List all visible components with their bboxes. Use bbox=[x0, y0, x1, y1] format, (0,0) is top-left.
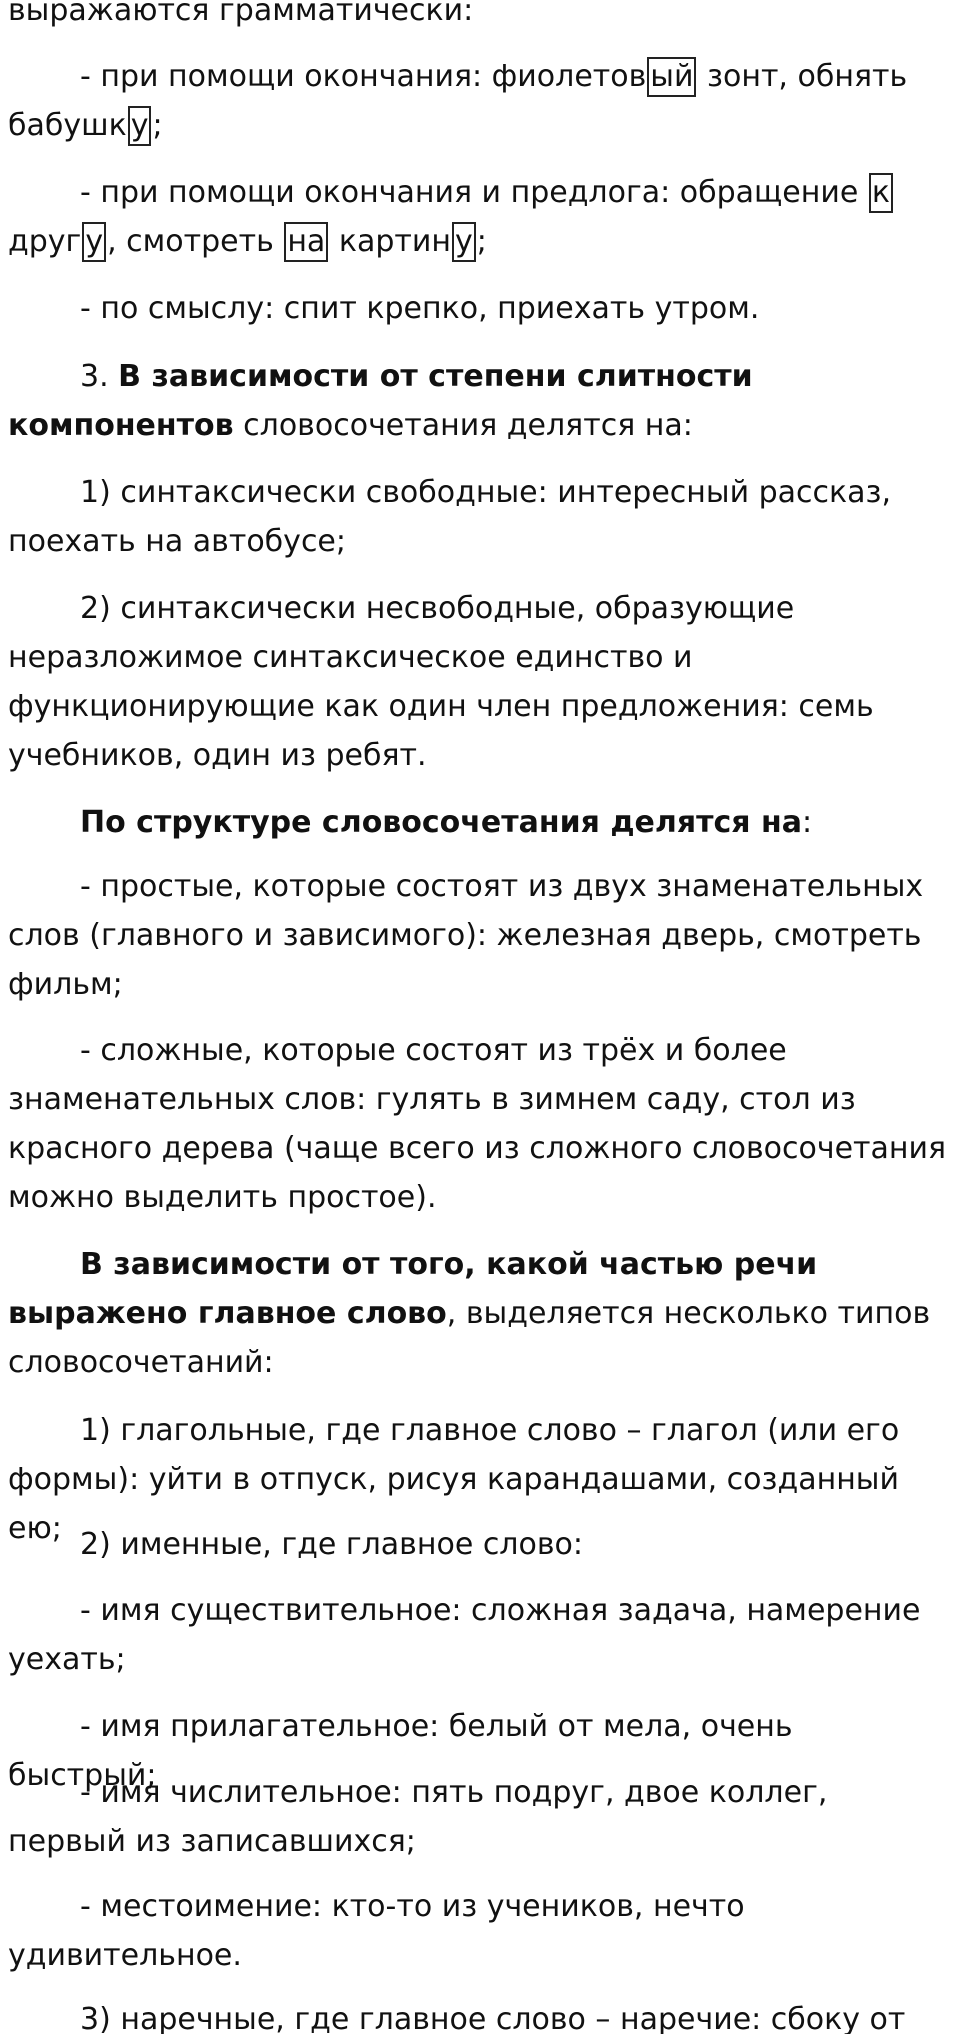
paragraph-text: 2) синтаксически несвободные, образующие неразложимое синтаксическое единство и функционирующие как один член предложения: семь учебников, один из ребят. bbox=[8, 591, 874, 773]
paragraph-cohesion-heading bbox=[8, 352, 948, 450]
text-fragment: , смотреть bbox=[107, 224, 284, 259]
paragraph-text: - по смыслу: спит крепко, приехать утром. bbox=[80, 291, 760, 326]
paragraph-text: - местоимение: кто-то из учеников, нечто удивительное. bbox=[8, 1889, 745, 1973]
paragraph-nominal bbox=[8, 1520, 948, 1569]
paragraph-adverbial bbox=[8, 1995, 948, 2034]
paragraph-text: - имя существительное: сложная задача, намерение уехать; bbox=[8, 1593, 921, 1677]
paragraph-complex bbox=[8, 1026, 948, 1222]
paragraph-text: 2) именные, где главное слово: bbox=[80, 1527, 583, 1562]
morpheme-box: к bbox=[869, 173, 893, 213]
paragraph-text: - простые, которые состоят из двух знаменательных слов (главного и зависимого): железная дверь, смотреть фильм; bbox=[8, 869, 924, 1002]
text-fragment: зонт, обнять бабушк bbox=[8, 59, 908, 143]
text-fragment: , выделяется несколько типов словосочетаний: bbox=[8, 1296, 931, 1380]
paragraph-text: выражаются грамматически: bbox=[8, 0, 474, 28]
text-fragment: - при помощи окончания и предлога: обращение bbox=[80, 175, 868, 210]
text-fragment: ; bbox=[476, 224, 487, 259]
bold-term: В зависимости от степени слитности компонентов bbox=[8, 359, 753, 443]
paragraph-nonfree bbox=[8, 584, 948, 780]
text-fragment: ; bbox=[152, 108, 163, 143]
morpheme-box: у bbox=[128, 106, 152, 146]
list-number: 3. bbox=[80, 359, 119, 394]
morpheme-box: у bbox=[82, 222, 106, 262]
bold-term: В зависимости от того, какой частью речи выражено главное слово bbox=[8, 1247, 818, 1331]
bold-term: По структуре словосочетания делятся на bbox=[80, 805, 802, 840]
paragraph-pronoun bbox=[8, 1882, 948, 1980]
paragraph-text: 1) синтаксически свободные: интересный рассказ, поехать на автобусе; bbox=[8, 475, 892, 559]
paragraph-numeral bbox=[8, 1768, 948, 1866]
paragraph-text: - сложные, которые состоят из трёх и более знаменательных слов: гулять в зимнем саду, стол из красного дерева (чаще всего из сложного словосочетания можно выделить простое). bbox=[8, 1033, 947, 1215]
morpheme-box: на bbox=[284, 222, 328, 262]
paragraph-structure-heading bbox=[8, 798, 948, 847]
paragraph-text: 3) наречные, где главное слово – наречие: сбоку от bbox=[80, 2002, 906, 2034]
text-fragment: : bbox=[801, 805, 813, 840]
text-fragment: словосочетания делятся на: bbox=[233, 408, 693, 443]
paragraph-preposition-example bbox=[8, 168, 948, 266]
paragraph-text: - имя числительное: пять подруг, двое коллег, первый из записавшихся; bbox=[8, 1775, 828, 1859]
morpheme-box: у bbox=[452, 222, 476, 262]
paragraph-free bbox=[8, 468, 948, 566]
paragraph-intro bbox=[8, 0, 948, 35]
paragraph-mainword-heading bbox=[8, 1240, 948, 1387]
paragraph-ending-example bbox=[8, 52, 948, 150]
morpheme-box: ый bbox=[647, 57, 696, 97]
paragraph-text: 1) глагольные, где главное слово – глагол (или его формы): уйти в отпуск, рисуя карандашами, созданный ею; bbox=[8, 1413, 900, 1546]
paragraph-meaning bbox=[8, 284, 948, 333]
text-fragment: картин bbox=[329, 224, 451, 259]
paragraph-simple bbox=[8, 862, 948, 1009]
paragraph-noun bbox=[8, 1586, 948, 1684]
paragraph-text: - имя прилагательное: белый от мела, очень быстрый; bbox=[8, 1709, 793, 1793]
text-fragment: друг bbox=[8, 224, 82, 259]
text-fragment: - при помощи окончания: фиолетов bbox=[80, 59, 647, 94]
